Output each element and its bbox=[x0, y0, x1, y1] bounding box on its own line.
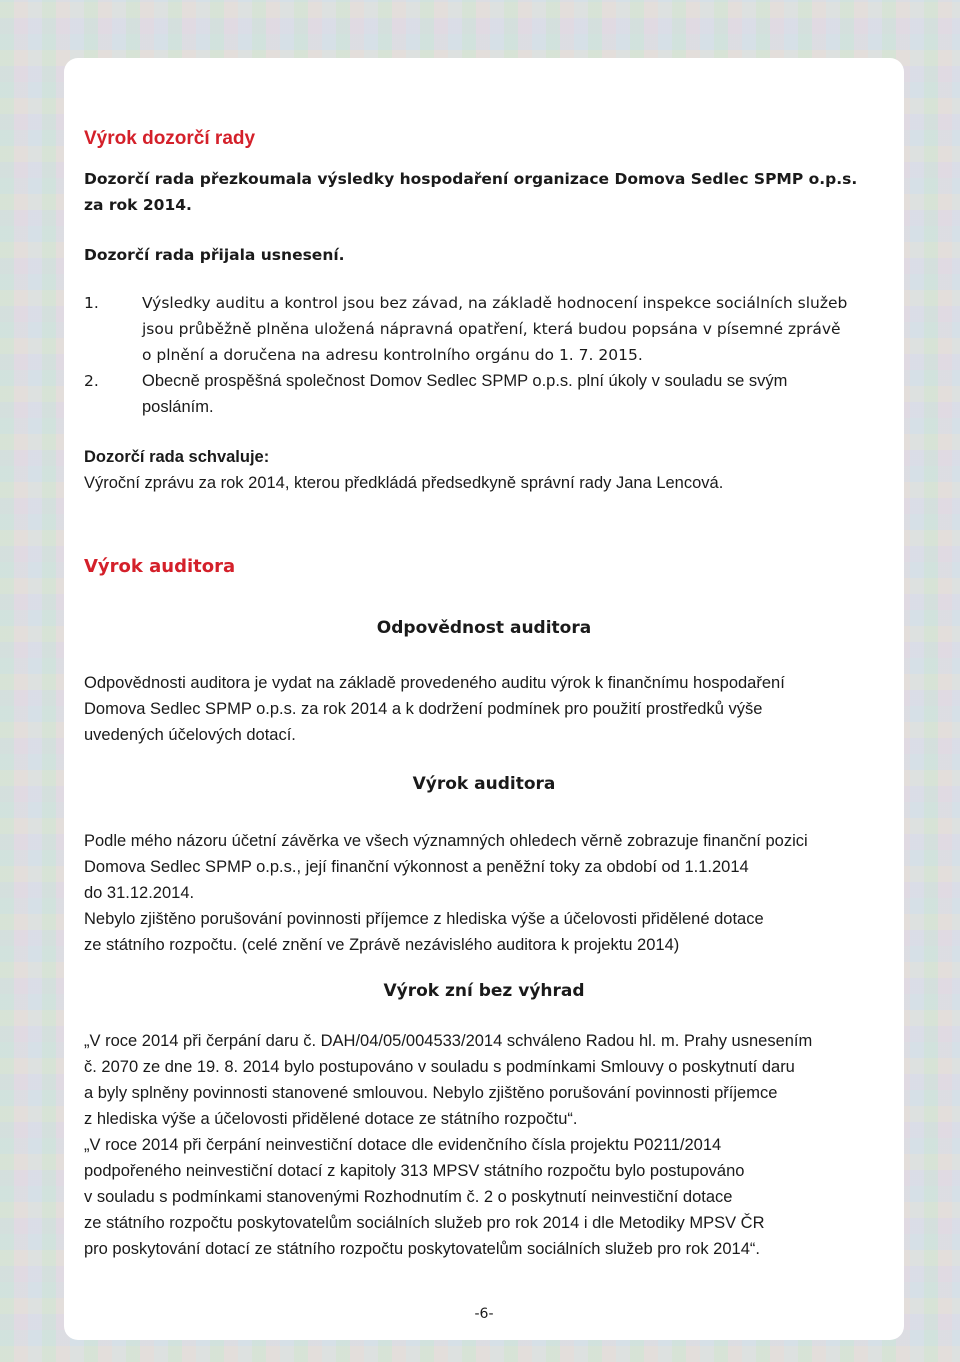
approval-label: Dozorčí rada schvaluje: bbox=[84, 448, 270, 466]
board-approval bbox=[84, 444, 723, 496]
document-page bbox=[64, 58, 904, 1340]
board-resolution: Dozorčí rada přijala usnesení. bbox=[84, 246, 345, 264]
list-line: posláním. bbox=[142, 398, 214, 416]
text-line: ze státního rozpočtu poskytovatelům sociálních služeb pro rok 2014 i dle Metodiky MPSV ČR bbox=[84, 1214, 765, 1232]
statement-heading: Výrok auditora bbox=[412, 774, 556, 794]
text-line: Odpovědnosti auditora je vydat na základě provedeného auditu výrok k finančnímu hospodaření bbox=[84, 674, 785, 692]
text-line: a byly splněny povinnosti stanovené smlouvou. Nebylo zjištěno porušování povinnosti příjemce bbox=[84, 1084, 778, 1102]
board-intro-line: Dozorčí rada přezkoumala výsledky hospodaření organizace Domova Sedlec SPMP o.p.s. bbox=[84, 170, 858, 188]
text-line: uvedených účelových dotací. bbox=[84, 726, 296, 744]
list-line: jsou průběžně plněna uložená nápravná opatření, která budou popsána v písemné zprávě bbox=[142, 320, 841, 338]
resolution-list bbox=[84, 290, 884, 420]
text-line: „V roce 2014 při čerpání daru č. DAH/04/05/004533/2014 schváleno Radou hl. m. Prahy usnesením bbox=[84, 1032, 813, 1050]
board-intro bbox=[84, 166, 857, 218]
text-line: Domova Sedlec SPMP o.p.s., její finanční výkonnost a peněžní toky za období od 1.1.2014 bbox=[84, 858, 749, 876]
list-line: Obecně prospěšná společnost Domov Sedlec SPMP o.p.s. plní úkoly v souladu se svým bbox=[142, 372, 788, 390]
list-line: Výsledky auditu a kontrol jsou bez závad, na základě hodnocení inspekce sociálních služeb bbox=[142, 294, 848, 312]
text-line: Podle mého názoru účetní závěrka ve všech významných ohledech věrně zobrazuje finanční pozici bbox=[84, 832, 808, 850]
list-item bbox=[84, 290, 884, 368]
responsibility-heading: Odpovědnost auditora bbox=[376, 618, 592, 638]
list-number: 1. bbox=[84, 294, 99, 312]
auditor-heading: Výrok auditora bbox=[84, 556, 236, 577]
text-line: podpořeného neinvestiční dotací z kapitoly 313 MPSV státního rozpočtu bylo postupováno bbox=[84, 1162, 745, 1180]
text-line: ze státního rozpočtu. (celé znění ve Zprávě nezávislého auditora k projektu 2014) bbox=[84, 936, 680, 954]
text-line: Nebylo zjištěno porušování povinnosti příjemce z hlediska výše a účelovosti přidělené dotace bbox=[84, 910, 764, 928]
text-line: č. 2070 ze dne 19. 8. 2014 bylo postupováno v souladu s podmínkami Smlouvy o poskytnutí daru bbox=[84, 1058, 795, 1076]
list-line: o plnění a doručena na adresu kontrolního orgánu do 1. 7. 2015. bbox=[142, 346, 643, 364]
list-number: 2. bbox=[84, 372, 99, 390]
board-intro-line: za rok 2014. bbox=[84, 196, 192, 214]
text-line: v souladu s podmínkami stanovenými Rozhodnutím č. 2 o poskytnutí neinvestiční dotace bbox=[84, 1188, 733, 1206]
unqualified-heading: Výrok zní bez výhrad bbox=[383, 981, 585, 1001]
text-line: „V roce 2014 při čerpání neinvestiční dotace dle evidenčního čísla projektu P0211/2014 bbox=[84, 1136, 722, 1154]
board-heading: Výrok dozorčí rady bbox=[84, 128, 256, 149]
statement-text bbox=[84, 828, 808, 958]
list-item bbox=[84, 368, 884, 420]
page-number: -6- bbox=[474, 1306, 494, 1322]
text-line: pro poskytování dotací ze státního rozpočtu poskytovatelům sociálních služeb pro rok 2014“. bbox=[84, 1240, 760, 1258]
responsibility-text bbox=[84, 670, 785, 748]
text-line: Domova Sedlec SPMP o.p.s. za rok 2014 a k dodržení podmínek pro použití prostředků výše bbox=[84, 700, 763, 718]
approval-text: Výroční zprávu za rok 2014, kterou předkládá předsedkyně správní rady Jana Lencová. bbox=[84, 474, 724, 492]
unqualified-text bbox=[84, 1028, 812, 1262]
text-line: do 31.12.2014. bbox=[84, 884, 195, 902]
text-line: z hlediska výše a účelovosti přidělené dotace ze státního rozpočtu“. bbox=[84, 1110, 578, 1128]
